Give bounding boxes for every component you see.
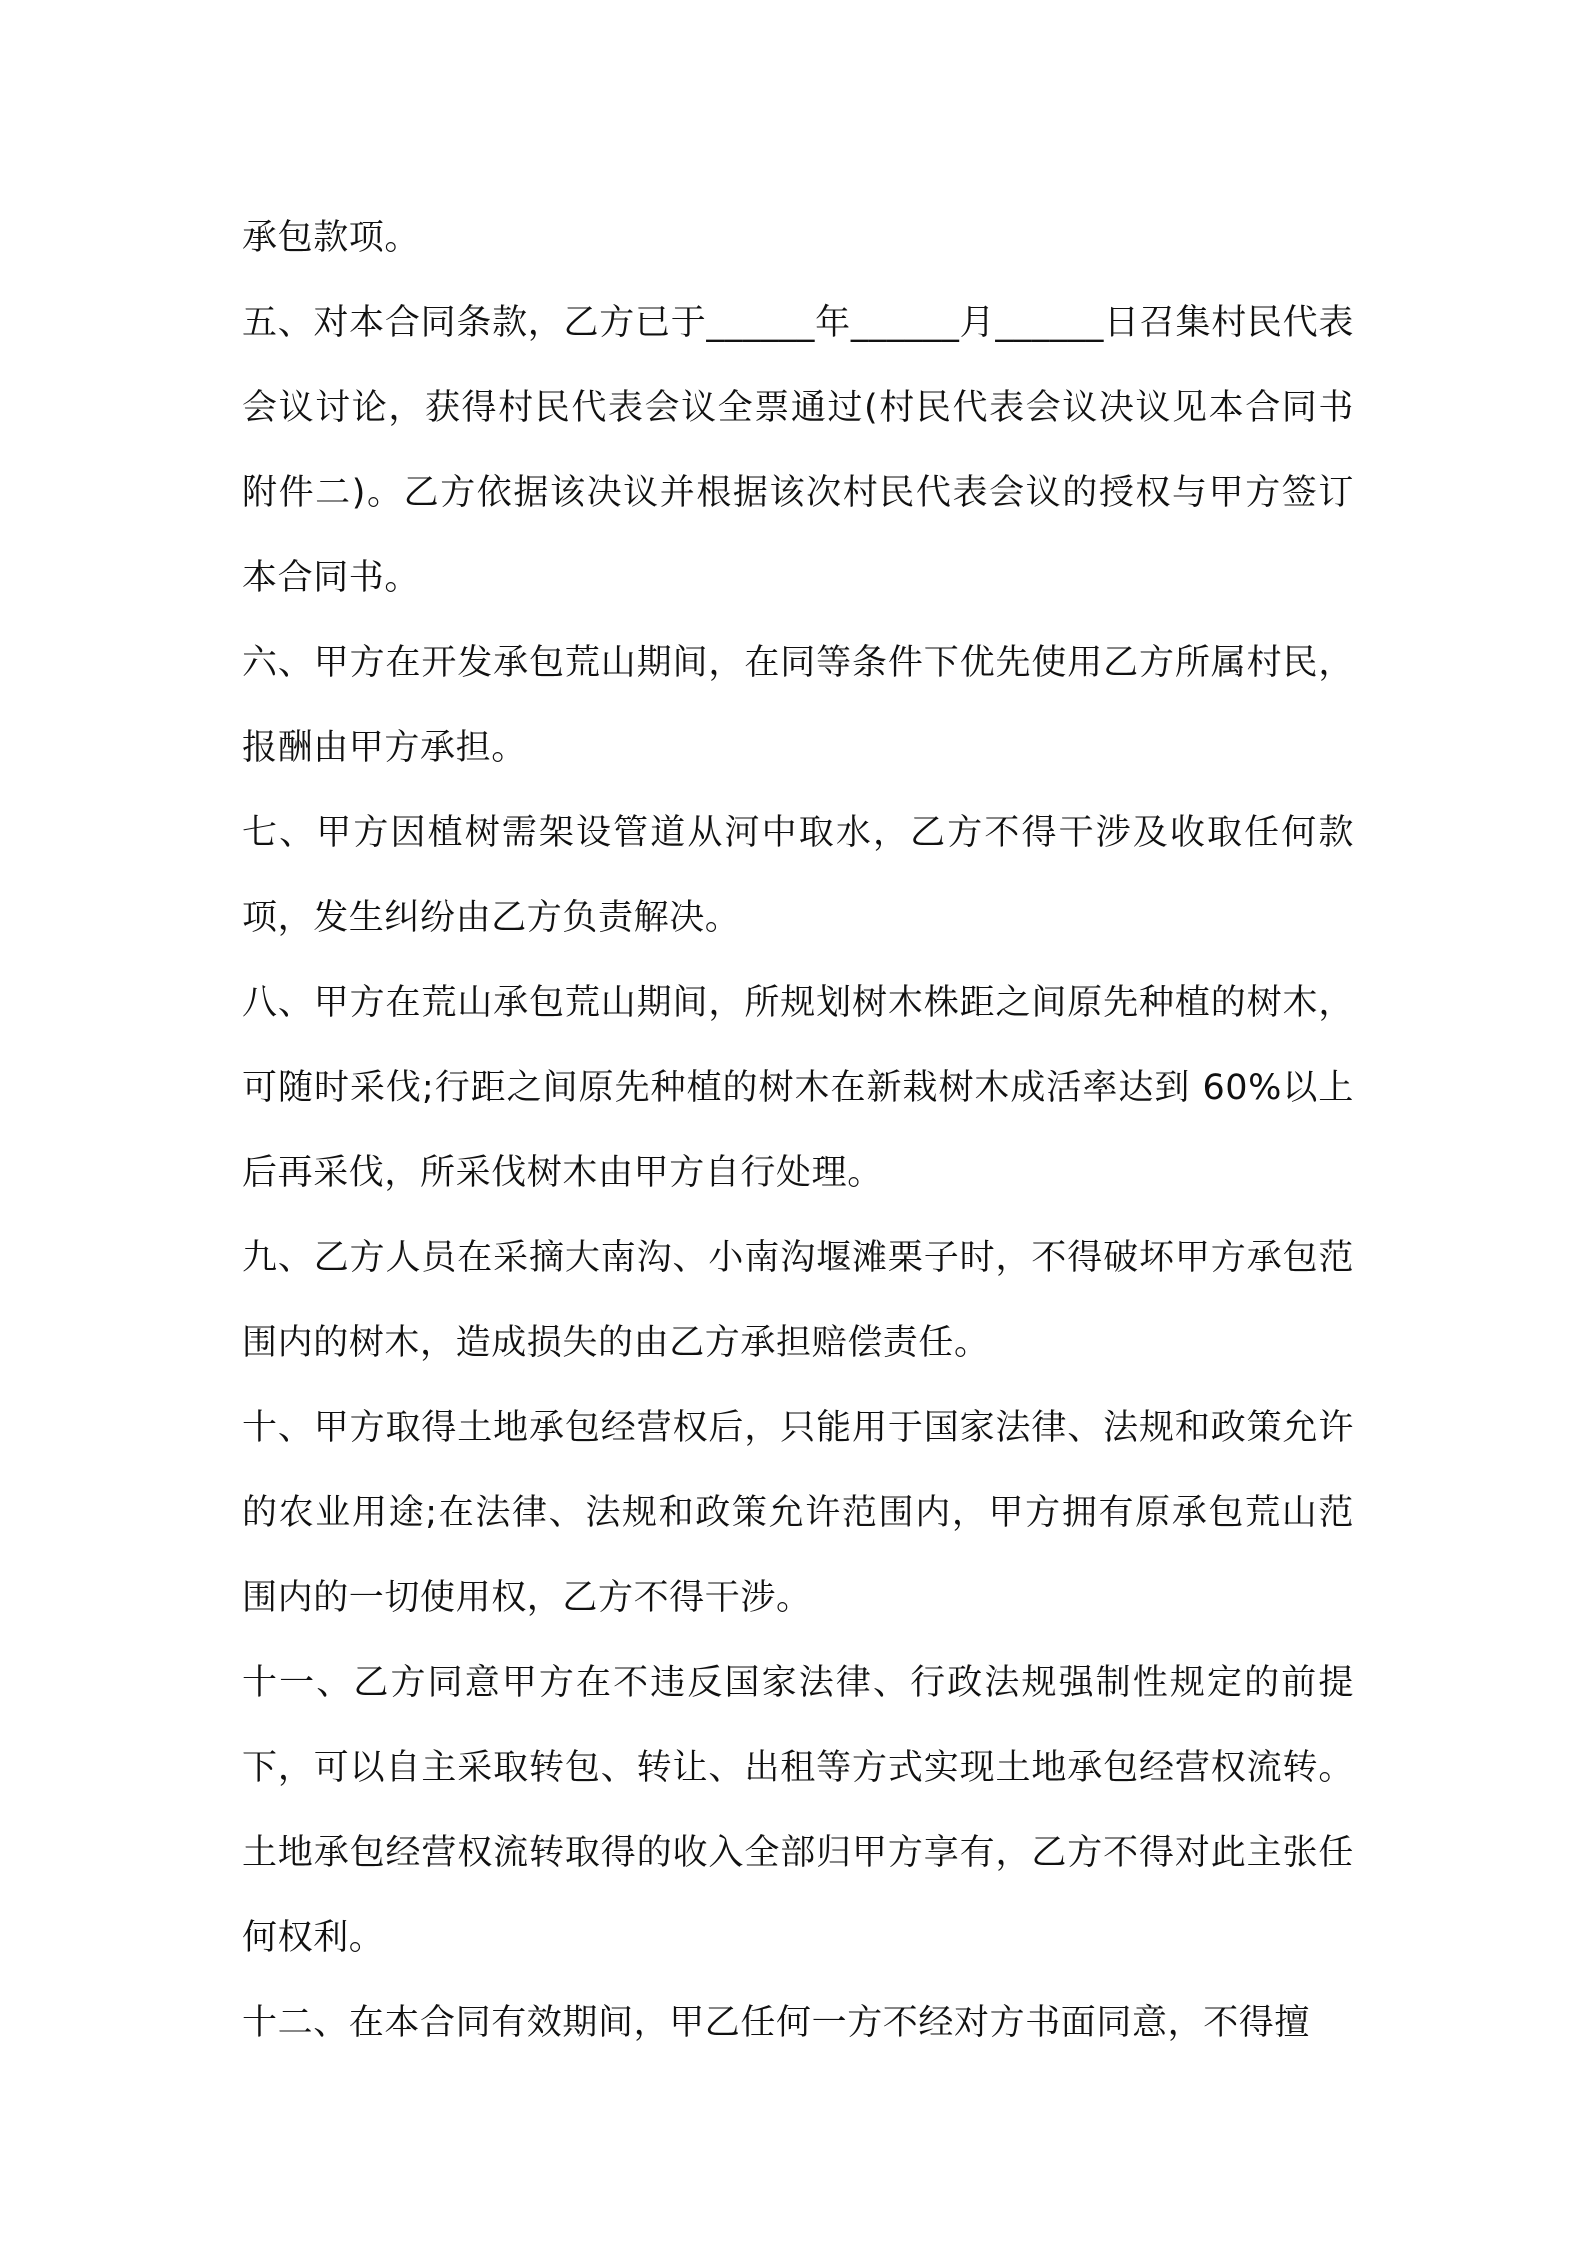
clause-5: 五、对本合同条款，乙方已于______年______月______日召集村民代表会议讨论，获得村民代表会议全票通过(村民代表会议决议见本合同书附件二)。乙方依据该决议并根据该次村民代表会议的授权与甲方签订本合同书。	[242, 303, 1354, 598]
clause-7: 七、甲方因植树需架设管道从河中取水，乙方不得干涉及收取任何款项，发生纠纷由乙方负责解决。	[242, 813, 1354, 938]
clause-6: 六、甲方在开发承包荒山期间，在同等条件下优先使用乙方所属村民，报酬由甲方承担。	[242, 643, 1354, 768]
clause-11: 十一、乙方同意甲方在不违反国家法律、行政法规强制性规定的前提下，可以自主采取转包、转让、出租等方式实现土地承包经营权流转。土地承包经营权流转取得的收入全部归甲方享有，乙方不得对此主张任何权利。	[242, 1663, 1354, 1958]
clause-10: 十、甲方取得土地承包经营权后，只能用于国家法律、法规和政策允许的农业用途;在法律、法规和政策允许范围内，甲方拥有原承包荒山范围内的一切使用权，乙方不得干涉。	[242, 1408, 1354, 1618]
clause-12: 十二、在本合同有效期间，甲乙任何一方不经对方书面同意，不得擅	[242, 2003, 1311, 2043]
clause-8: 八、甲方在荒山承包荒山期间，所规划树木株距之间原先种植的树木，可随时采伐;行距之间原先种植的树木在新栽树木成活率达到 60%以上后再采伐，所采伐树木由甲方自行处理。	[242, 983, 1354, 1193]
document-body	[242, 196, 1354, 2066]
clause-9: 九、乙方人员在采摘大南沟、小南沟堰滩栗子时，不得破坏甲方承包范围内的树木，造成损失的由乙方承担赔偿责任。	[242, 1238, 1354, 1363]
paragraph-continuation: 承包款项。	[242, 218, 421, 258]
